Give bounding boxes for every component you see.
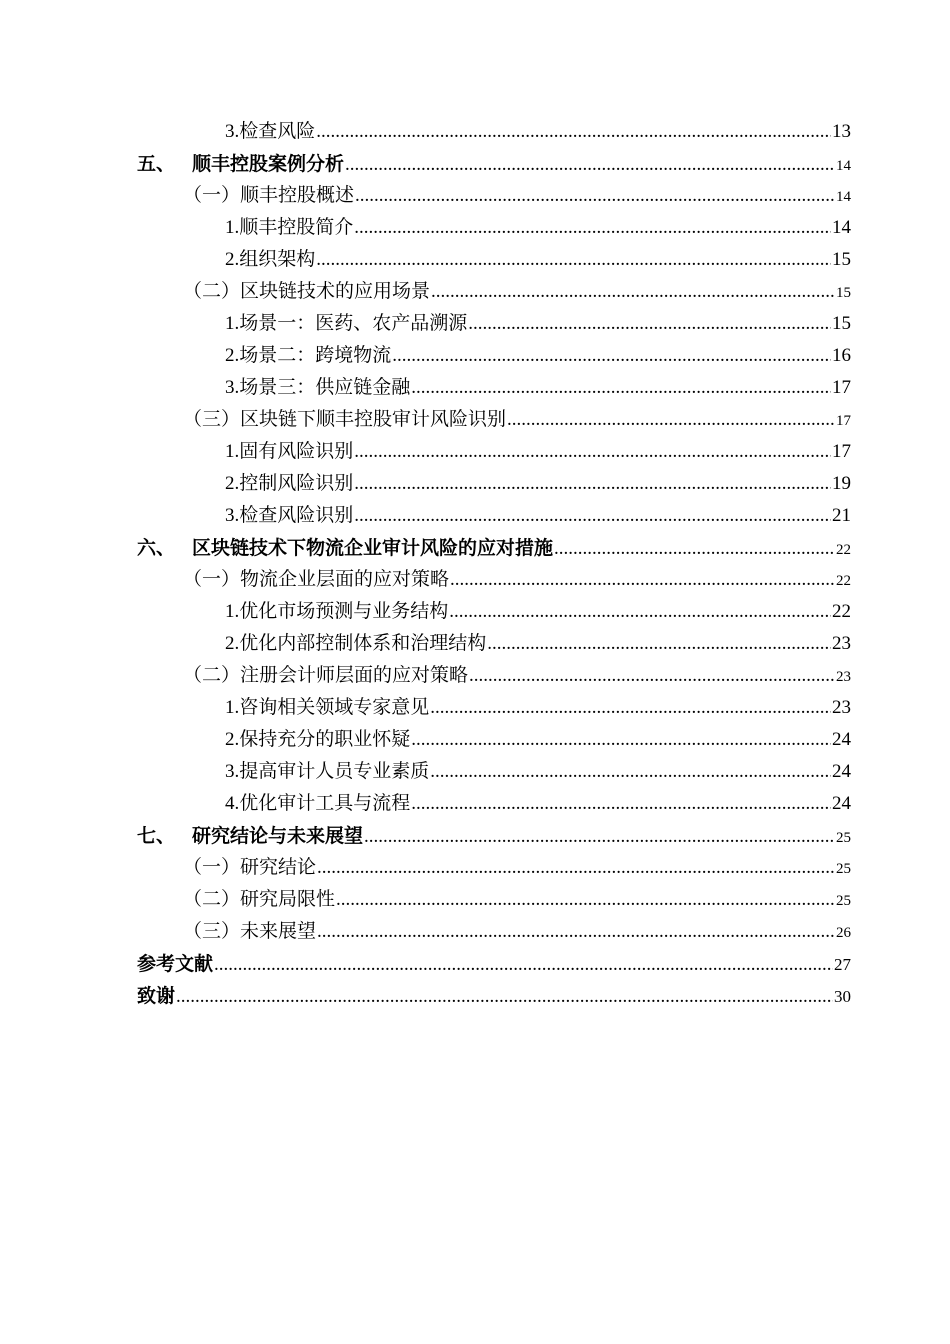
toc-entry-chapter-number: 七、	[137, 825, 176, 847]
toc-entry[interactable]	[225, 692, 851, 724]
toc-entry-title: 2.控制风险识别	[225, 473, 354, 494]
toc-page-number: 22	[836, 542, 851, 558]
toc-leader-dots	[450, 564, 835, 596]
toc-leader-dots	[487, 628, 831, 660]
toc-entry-text: 区块链技术下物流企业审计风险的应对措施	[192, 537, 554, 559]
toc-page-number: 25	[836, 893, 851, 909]
toc-entry-title	[137, 532, 553, 564]
toc-entry-title: 3.检查风险识别	[225, 505, 354, 526]
toc-leader-dots	[354, 500, 831, 532]
toc-page-number: 24	[832, 761, 851, 782]
toc-leader-dots	[468, 308, 831, 340]
toc-page-number: 23	[832, 697, 851, 718]
toc-leader-dots	[317, 916, 835, 948]
toc-entry[interactable]	[225, 308, 851, 340]
toc-leader-dots	[469, 660, 835, 692]
toc-leader-dots	[316, 116, 831, 148]
toc-leader-dots	[317, 852, 835, 884]
toc-leader-dots	[345, 149, 835, 181]
toc-entry[interactable]	[225, 500, 851, 532]
toc-entry[interactable]	[225, 756, 851, 788]
toc-entry-title	[137, 820, 363, 852]
toc-entry-title: 3.检查风险	[225, 121, 316, 142]
toc-entry[interactable]	[225, 116, 851, 148]
toc-entry[interactable]	[183, 660, 851, 692]
toc-entry[interactable]	[183, 884, 851, 916]
toc-entry-chapter-number: 六、	[137, 537, 176, 559]
toc-entry[interactable]	[225, 468, 851, 500]
toc-page-number: 24	[832, 729, 851, 750]
toc-entry[interactable]	[225, 596, 851, 628]
toc-entry-title: 1.场景一：医药、农产品溯源	[225, 313, 468, 334]
toc-entry[interactable]	[183, 276, 851, 308]
toc-entry[interactable]	[183, 852, 851, 884]
toc-leader-dots	[355, 180, 835, 212]
toc-entry-title: 3.场景三：供应链金融	[225, 377, 411, 398]
toc-entry[interactable]	[137, 820, 851, 852]
toc-entry[interactable]	[137, 948, 851, 980]
toc-page-number: 15	[836, 285, 851, 301]
toc-page-number: 30	[834, 987, 851, 1006]
toc-page-number: 22	[832, 601, 851, 622]
toc-entry-title: 2.场景二：跨境物流	[225, 345, 392, 366]
toc-page-number: 25	[836, 861, 851, 877]
toc-page-number: 27	[834, 955, 851, 974]
toc-leader-dots	[176, 981, 833, 1013]
toc-entry-title: （一）研究结论	[183, 857, 317, 878]
toc-leader-dots	[431, 276, 835, 308]
toc-entry[interactable]	[183, 180, 851, 212]
toc-page-number: 14	[836, 189, 851, 205]
toc-page-number: 17	[832, 441, 851, 462]
toc-leader-dots	[430, 756, 831, 788]
toc-entry-title: 2.优化内部控制体系和治理结构	[225, 633, 487, 654]
toc-leader-dots	[507, 404, 835, 436]
toc-page-number: 19	[832, 473, 851, 494]
toc-entry-title: 1.顺丰控股简介	[225, 217, 354, 238]
toc-page-number: 16	[832, 345, 851, 366]
toc-entry-title: 3.提高审计人员专业素质	[225, 761, 430, 782]
toc-entry[interactable]	[137, 532, 851, 564]
toc-entry-chapter-number: 五、	[137, 153, 176, 175]
toc-page-number: 13	[832, 121, 851, 142]
toc-page-number: 23	[832, 633, 851, 654]
toc-leader-dots	[411, 724, 831, 756]
toc-entry[interactable]	[183, 916, 851, 948]
toc-page-number: 14	[832, 217, 851, 238]
toc-entry[interactable]	[225, 628, 851, 660]
toc-leader-dots	[411, 788, 831, 820]
toc-page-number: 26	[836, 925, 851, 941]
toc-leader-dots	[364, 821, 835, 853]
toc-entry[interactable]	[225, 372, 851, 404]
toc-entry[interactable]	[225, 436, 851, 468]
toc-page-number: 21	[832, 505, 851, 526]
toc-page-number: 15	[832, 313, 851, 334]
toc-entry[interactable]	[183, 404, 851, 436]
toc-entry-title: （一）物流企业层面的应对策略	[183, 569, 450, 590]
toc-leader-dots	[392, 340, 831, 372]
toc-entry-title: 2.保持充分的职业怀疑	[225, 729, 411, 750]
toc-entry-title: （二）注册会计师层面的应对策略	[183, 665, 469, 686]
toc-leader-dots	[214, 949, 833, 981]
toc-page-number: 24	[832, 793, 851, 814]
toc-page-number: 23	[836, 669, 851, 685]
toc-page-number: 22	[836, 573, 851, 589]
toc-leader-dots	[354, 436, 831, 468]
toc-page-number: 17	[832, 377, 851, 398]
toc-entry-title: 1.咨询相关领域专家意见	[225, 697, 430, 718]
toc-leader-dots	[336, 884, 835, 916]
toc-entry-title: （三）区块链下顺丰控股审计风险识别	[183, 409, 507, 430]
toc-leader-dots	[449, 596, 831, 628]
toc-entry-text: 研究结论与未来展望	[192, 825, 364, 847]
toc-entry[interactable]	[225, 244, 851, 276]
toc-leader-dots	[411, 372, 831, 404]
toc-leader-dots	[430, 692, 831, 724]
toc-page-number: 15	[832, 249, 851, 270]
toc-entry-title: 2.组织架构	[225, 249, 316, 270]
toc-entry[interactable]	[225, 212, 851, 244]
toc-leader-dots	[354, 212, 831, 244]
toc-entry[interactable]	[225, 788, 851, 820]
toc-entry[interactable]	[137, 148, 851, 180]
toc-entry-title: （三）未来展望	[183, 921, 317, 942]
toc-entry-title: 致谢	[137, 985, 176, 1007]
toc-page-number: 25	[836, 830, 851, 846]
toc-entry-title: 4.优化审计工具与流程	[225, 793, 411, 814]
toc-entry[interactable]	[225, 340, 851, 372]
toc-entry-title: （一）顺丰控股概述	[183, 185, 355, 206]
toc-entry[interactable]	[225, 724, 851, 756]
toc-page-number: 14	[836, 158, 851, 174]
toc-entry-title: （二）区块链技术的应用场景	[183, 281, 431, 302]
toc-leader-dots	[554, 533, 835, 565]
toc-entry-title: 参考文献	[137, 953, 214, 975]
toc-entry[interactable]	[137, 980, 851, 1012]
toc-leader-dots	[316, 244, 831, 276]
toc-entry-title	[137, 148, 344, 180]
toc-entry-title: （二）研究局限性	[183, 889, 336, 910]
toc-page-number: 17	[836, 413, 851, 429]
toc-entry[interactable]	[183, 564, 851, 596]
toc-entry-text: 顺丰控股案例分析	[192, 153, 345, 175]
toc-entry-title: 1.固有风险识别	[225, 441, 354, 462]
toc-leader-dots	[354, 468, 831, 500]
toc-entry-title: 1.优化市场预测与业务结构	[225, 601, 449, 622]
